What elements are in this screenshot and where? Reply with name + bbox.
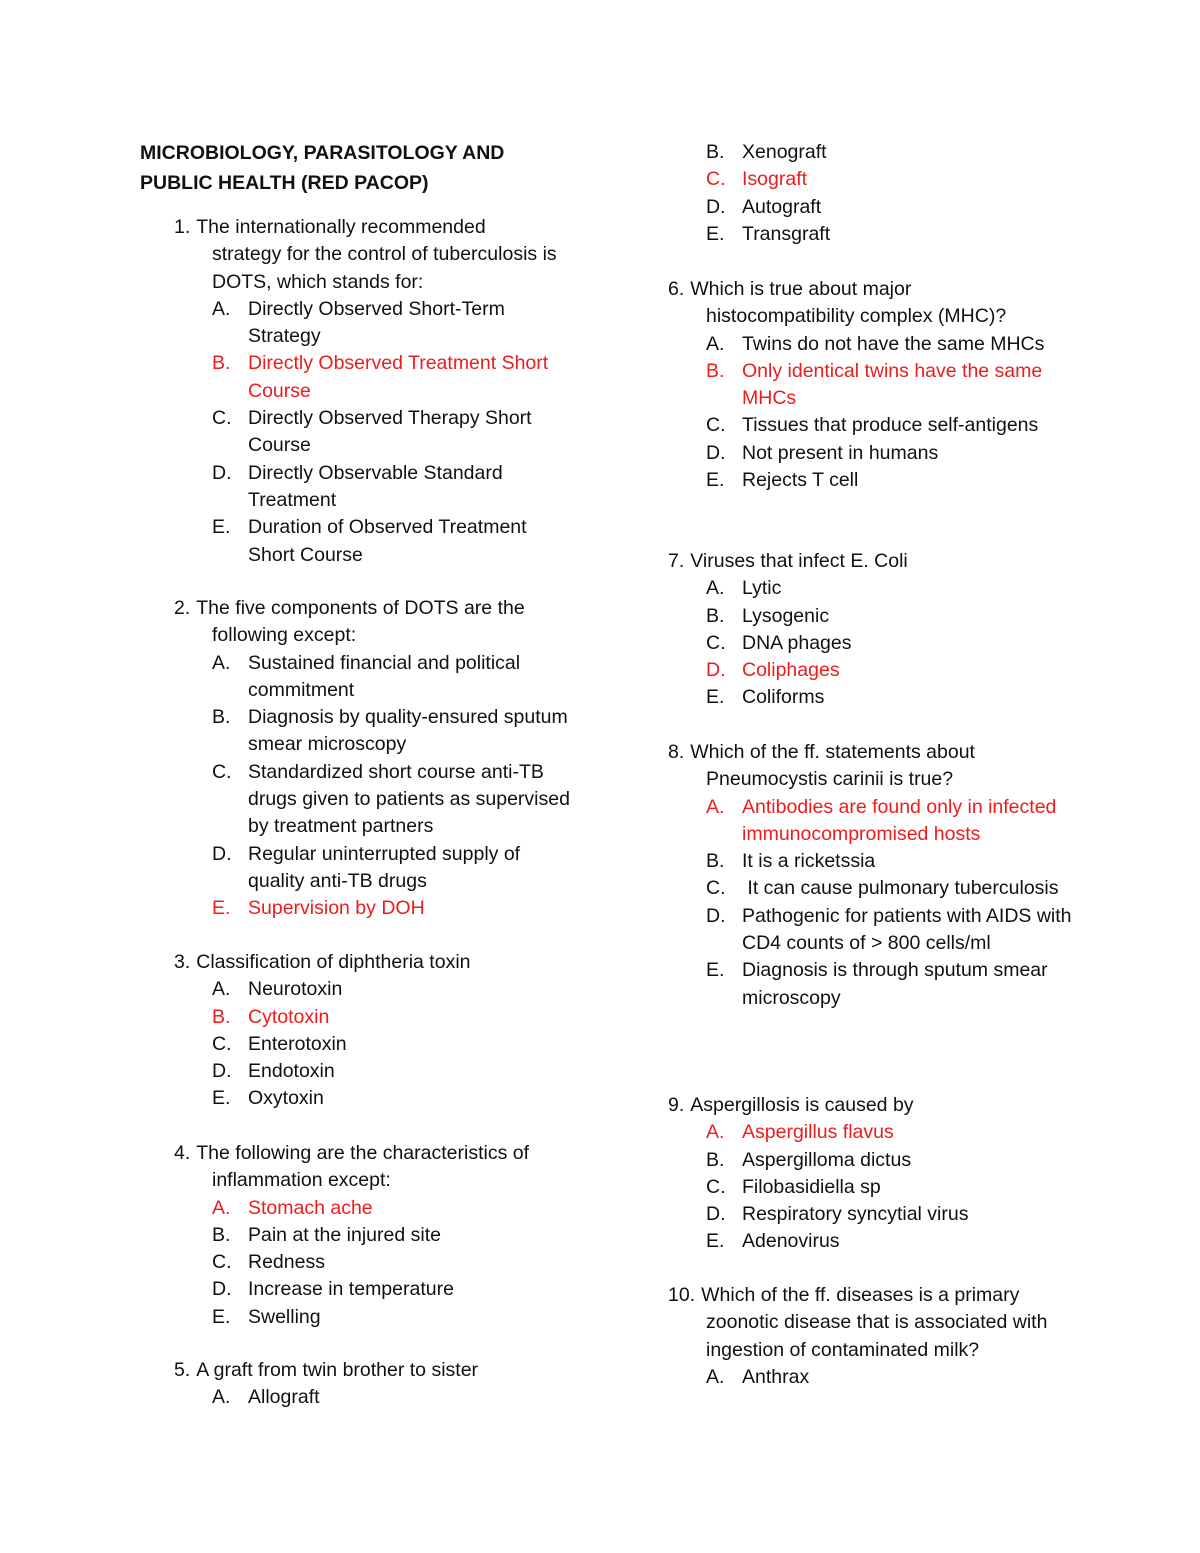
option-text: Directly Observed Treatment Short Course (248, 352, 549, 402)
option-text: Not present in humans (742, 441, 939, 464)
document-title (140, 138, 580, 198)
question-5 (174, 1357, 574, 1412)
option-letter: B. (706, 1148, 725, 1171)
option-d (212, 841, 574, 896)
option-text: Regular uninterrupted supply of quality anti-TB drugs (248, 842, 521, 892)
options-list (174, 296, 574, 569)
options-list (668, 1119, 1078, 1255)
option-text: Twins do not have the same MHCs (742, 332, 1045, 355)
option-text: Allograft (248, 1386, 320, 1409)
option-text: Coliphages (742, 659, 840, 682)
question-7 (668, 548, 1078, 712)
option-text: It is a ricketssia (742, 850, 876, 873)
question-3 (174, 949, 574, 1113)
option-text: Anthrax (742, 1365, 810, 1388)
option-letter: A. (212, 978, 231, 1001)
option-letter: E. (706, 959, 725, 982)
option-text: Xenograft (742, 141, 827, 163)
question-number: 5. (174, 1359, 191, 1381)
question-number: 4. (174, 1142, 191, 1164)
option-letter: A. (706, 795, 725, 818)
option-d (706, 440, 1078, 467)
option-text: Enterotoxin (248, 1032, 347, 1055)
option-text: Pain at the injured site (248, 1223, 441, 1246)
question-stem (668, 1282, 1078, 1309)
question-number: 3. (174, 951, 191, 973)
option-letter: A. (706, 577, 725, 600)
option-e (706, 1228, 1078, 1255)
option-d (212, 460, 574, 515)
option-c (212, 759, 574, 841)
option-a (212, 976, 574, 1003)
option-letter: C. (706, 631, 726, 654)
options-list (668, 575, 1078, 711)
option-letter: D. (706, 659, 726, 682)
option-text: Sustained financial and political commitment (248, 651, 521, 701)
option-text: Duration of Observed Treatment Short Course (248, 516, 527, 566)
option-letter: C. (706, 414, 726, 437)
option-text: Lysogenic (742, 604, 830, 627)
question-9 (668, 1092, 1078, 1256)
option-text: Only identical twins have the same MHCs (742, 359, 1043, 410)
question-4 (174, 1140, 574, 1331)
option-text: Stomach ache (248, 1196, 373, 1219)
option-letter: C. (706, 877, 726, 900)
option-text: Supervision by DOH (248, 897, 425, 920)
option-letter: E. (212, 1087, 231, 1110)
option-letter: B. (706, 141, 725, 163)
option-text: Tissues that produce self-antigens (742, 414, 1039, 437)
option-letter: B. (212, 1005, 231, 1028)
option-text: Rejects T cell (742, 469, 859, 492)
option-letter: E. (706, 1230, 725, 1253)
options-list (174, 1384, 574, 1411)
option-letter: D. (212, 1278, 232, 1301)
option-b-correct (212, 350, 574, 405)
option-a (212, 1384, 574, 1411)
option-text: Endotoxin (248, 1060, 335, 1083)
option-text: Coliforms (742, 686, 825, 709)
option-a (212, 296, 574, 351)
option-b-correct (212, 1004, 574, 1031)
option-text: Directly Observed Therapy Short Course (248, 407, 532, 457)
options-list (174, 976, 574, 1112)
option-letter: B. (706, 604, 725, 627)
option-d (706, 1201, 1078, 1228)
question-number: 1. (174, 216, 191, 238)
option-text: Directly Observable Standard Treatment (248, 461, 503, 511)
question-8 (668, 739, 1078, 1012)
question-number: 2. (174, 597, 191, 619)
question-text-first: Which of the ff. diseases is a primary (701, 1284, 1020, 1306)
option-letter: B. (706, 359, 725, 382)
option-a-correct (706, 1119, 1078, 1146)
option-b (706, 1147, 1078, 1174)
option-a-correct (706, 794, 1078, 849)
option-c (706, 875, 1078, 902)
option-c-correct (706, 166, 1076, 193)
option-b (706, 603, 1078, 630)
option-b-correct (706, 358, 1078, 413)
option-letter: C. (212, 760, 232, 783)
option-c (706, 1174, 1078, 1201)
option-c (212, 1249, 574, 1276)
option-e-correct (212, 895, 574, 922)
option-e (212, 1085, 574, 1112)
option-letter: E. (706, 222, 725, 245)
option-letter: E. (706, 686, 725, 709)
question-2 (174, 595, 574, 923)
option-letter: E. (212, 897, 231, 920)
option-letter: B. (212, 706, 231, 729)
options-list (174, 650, 574, 923)
option-letter: A. (706, 1121, 725, 1144)
option-b (212, 704, 574, 759)
option-text: Antibodies are found only in infected immunocompromised hosts (742, 795, 1057, 845)
question-6 (668, 276, 1078, 494)
question-stem (174, 1357, 574, 1384)
question-text-first: A graft from twin brother to sister (196, 1359, 479, 1381)
option-e (212, 514, 574, 569)
option-a (706, 331, 1078, 358)
question-5-continued (706, 139, 1076, 248)
question-1 (174, 214, 574, 569)
option-text: Redness (248, 1251, 325, 1274)
option-text: Autograft (742, 195, 822, 218)
option-c (212, 405, 574, 460)
question-text-rest: following except: (212, 624, 357, 647)
option-text: Aspergilloma dictus (742, 1148, 912, 1171)
question-text-rest: inflammation except: (212, 1169, 391, 1192)
option-letter: C. (706, 168, 726, 191)
question-text-rest: zoonotic disease that is associated with ingestion of contaminated milk? (706, 1311, 1048, 1361)
option-letter: C. (706, 1175, 726, 1198)
question-text-first: Which is true about major (690, 278, 912, 300)
question-stem (174, 1140, 574, 1167)
option-letter: B. (706, 850, 725, 873)
option-letter: E. (212, 1305, 231, 1328)
option-text: Respiratory syncytial virus (742, 1203, 969, 1226)
question-stem (174, 214, 574, 241)
option-c (706, 630, 1078, 657)
option-b (706, 848, 1078, 875)
question-text-first: Viruses that infect E. Coli (690, 550, 908, 572)
option-text: Cytotoxin (248, 1005, 330, 1028)
option-text: Diagnosis is through sputum smear microscopy (742, 959, 1048, 1009)
question-number: 6. (668, 278, 685, 300)
option-letter: B. (212, 1223, 231, 1246)
option-letter: D. (212, 461, 232, 484)
option-d (706, 194, 1076, 221)
option-text: Swelling (248, 1305, 321, 1328)
option-b (706, 139, 1076, 166)
option-text: Aspergillus flavus (742, 1121, 894, 1144)
option-text: Adenovirus (742, 1230, 840, 1253)
option-a (212, 650, 574, 705)
question-text-first: Classification of diphtheria toxin (196, 951, 471, 973)
question-stem (174, 949, 574, 976)
options-list (668, 794, 1078, 1012)
option-letter: D. (706, 904, 726, 927)
option-letter: A. (212, 651, 231, 674)
options-list (668, 1364, 1078, 1391)
option-e (706, 467, 1078, 494)
option-letter: D. (212, 842, 232, 865)
question-text-first: The five components of DOTS are the (196, 597, 525, 619)
options-list (668, 331, 1078, 495)
option-d (212, 1058, 574, 1085)
option-letter: A. (706, 1365, 725, 1388)
option-c (706, 412, 1078, 439)
question-text-rest: histocompatibility complex (MHC)? (706, 305, 1007, 328)
option-text: It can cause pulmonary tuberculosis (742, 877, 1059, 900)
option-letter: B. (212, 352, 231, 375)
option-a (706, 575, 1078, 602)
option-letter: E. (212, 516, 231, 539)
title-line-2: PUBLIC HEALTH (RED PACOP) (140, 172, 429, 194)
question-number: 10. (668, 1284, 696, 1306)
option-letter: C. (212, 407, 232, 430)
question-stem (174, 595, 574, 622)
option-text: Isograft (742, 168, 808, 191)
option-e (706, 684, 1078, 711)
option-letter: C. (212, 1032, 232, 1055)
option-letter: D. (706, 1203, 726, 1226)
option-text: Increase in temperature (248, 1278, 454, 1301)
option-text: Transgraft (742, 222, 831, 245)
option-e (706, 957, 1078, 1012)
option-letter: D. (212, 1060, 232, 1083)
question-10 (668, 1282, 1078, 1391)
question-text-first: Which of the ff. statements about (690, 741, 975, 763)
option-letter: D. (706, 441, 726, 464)
option-d (212, 1276, 574, 1303)
option-letter: C. (212, 1251, 232, 1274)
question-text-rest: strategy for the control of tuberculosis is DOTS, which stands for: (212, 243, 557, 293)
options-list (706, 139, 1076, 248)
option-text: Directly Observed Short-Term Strategy (248, 297, 505, 348)
option-text: Standardized short course anti-TB drugs given to patients as supervised by treatment partners (248, 760, 570, 838)
option-text: Oxytoxin (248, 1087, 324, 1110)
option-letter: A. (706, 332, 725, 355)
question-stem (668, 1092, 1078, 1119)
question-stem (668, 276, 1078, 303)
option-letter: A. (212, 1196, 231, 1219)
options-list (174, 1195, 574, 1331)
option-letter: A. (212, 1386, 231, 1409)
option-text: Lytic (742, 577, 782, 600)
option-text: Neurotoxin (248, 978, 343, 1001)
option-letter: A. (212, 297, 231, 320)
question-text-first: Aspergillosis is caused by (690, 1094, 914, 1116)
option-d-correct (706, 657, 1078, 684)
option-text: Diagnosis by quality-ensured sputum smear microscopy (248, 706, 568, 756)
question-stem (668, 548, 1078, 575)
option-text: Pathogenic for patients with AIDS with CD4 counts of > 800 cells/ml (742, 904, 1072, 955)
question-stem (668, 739, 1078, 766)
question-number: 7. (668, 550, 685, 572)
question-text-first: The following are the characteristics of (196, 1142, 530, 1164)
option-e (706, 221, 1076, 248)
question-text-first: The internationally recommended (196, 216, 486, 238)
option-e (212, 1304, 574, 1331)
question-number: 8. (668, 741, 685, 763)
option-letter: D. (706, 195, 726, 218)
option-text: DNA phages (742, 631, 852, 654)
option-b (212, 1222, 574, 1249)
option-letter: E. (706, 469, 725, 492)
option-a-correct (212, 1195, 574, 1222)
option-c (212, 1031, 574, 1058)
question-text-rest: Pneumocystis carinii is true? (706, 768, 954, 791)
option-a (706, 1364, 1078, 1391)
title-line-1: MICROBIOLOGY, PARASITOLOGY AND (140, 142, 505, 164)
option-d (706, 903, 1078, 958)
option-text: Filobasidiella sp (742, 1175, 881, 1198)
question-number: 9. (668, 1094, 685, 1116)
